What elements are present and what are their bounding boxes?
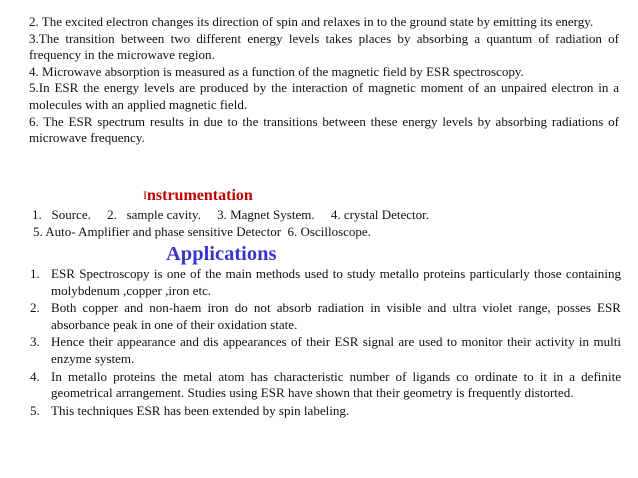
instrumentation-heading-lead: I: [143, 188, 147, 202]
list-item-text: Hence their appearance and dis appearances of their ESR signal are used to monitor their activity in multi enzyme system.: [51, 334, 621, 366]
intro-points: [29, 14, 619, 147]
list-item-text: ESR Spectroscopy is one of the main methods used to study metallo proteins particularly those containing molybdenum ,copper ,iron etc.: [51, 266, 621, 298]
instrumentation-heading: [143, 186, 253, 205]
list-item-number: 3.: [30, 334, 40, 350]
list-item: [30, 334, 621, 367]
list-item-text: In metallo proteins the metal atom has characteristic number of ligands co ordinate to it in a definite geometrical arrangement. Studies using ESR have shown that their geometry is frequently distorted.: [51, 368, 621, 401]
instrumentation-components-line-1: 1. Source. 2. sample cavity. 3. Magnet System. 4. crystal Detector.: [32, 207, 430, 222]
intro-point-4: 4. Microwave absorption is measured as a function of the magnetic field by ESR spectroscopy.: [29, 63, 524, 79]
applications-list: [30, 266, 621, 420]
list-item-number: 5.: [30, 402, 40, 418]
list-item: [30, 266, 621, 299]
intro-point-3: 3.The transition between two different energy levels takes places by absorbing a quantum of radiation of frequency in the microwave region.: [29, 30, 619, 63]
list-item: [30, 403, 621, 420]
instrumentation-components-line-2: 5. Auto- Amplifier and phase sensitive Detector 6. Oscilloscope.: [33, 224, 371, 239]
intro-point-5: 5.In ESR the energy levels are produced by the interaction of magnetic moment of an unpaired electron in a molecules with an applied magnetic field.: [29, 80, 619, 112]
list-item-number: 4.: [30, 368, 40, 384]
list-item-number: 2.: [30, 300, 40, 316]
instrumentation-heading-rest: nstrumentation: [147, 187, 253, 204]
intro-point-2: 2. The excited electron changes its direction of spin and relaxes in to the ground state by emitting its energy.: [29, 14, 594, 29]
list-item-text: This techniques ESR has been extended by spin labeling.: [51, 402, 350, 418]
list-item-number: 1.: [30, 266, 40, 281]
intro-point-6: 6. The ESR spectrum results in due to the transitions between these energy levels by absorbing radiations of microwave frequency.: [29, 113, 619, 146]
list-item: [30, 300, 621, 333]
list-item-text: Both copper and non-haem iron do not absorb radiation in visible and ultra violet range, posses ESR absorbance peak in one of their oxidation state.: [51, 300, 621, 332]
applications-heading: Applications: [166, 243, 277, 265]
list-item: [30, 369, 621, 402]
